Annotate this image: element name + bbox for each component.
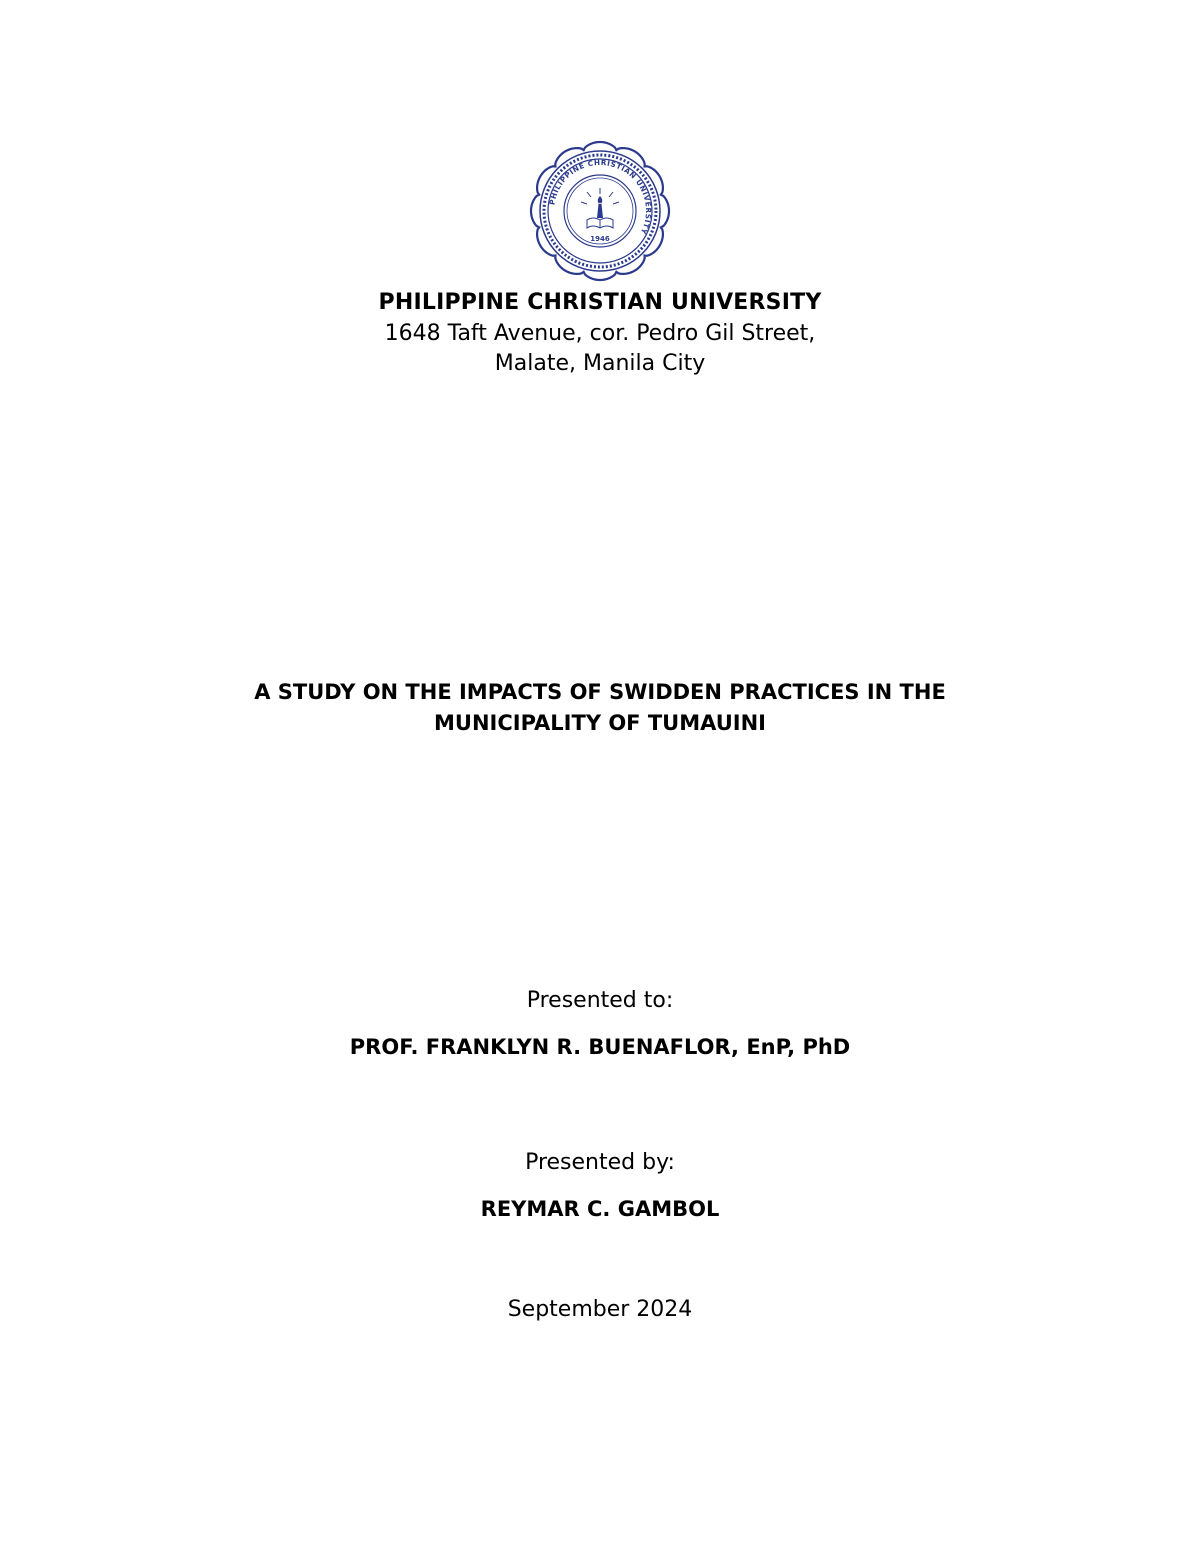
- author-name: REYMAR C. GAMBOL: [480, 1197, 720, 1221]
- study-title-line-2: MUNICIPALITY OF TUMAUINI: [434, 711, 766, 735]
- submission-date: September 2024: [507, 1297, 693, 1322]
- university-name: PHILIPPINE CHRISTIAN UNIVERSITY: [378, 290, 822, 315]
- presented-by-label: Presented by:: [525, 1150, 675, 1175]
- presented-to-label: Presented to:: [526, 988, 674, 1013]
- university-address-line-2: Malate, Manila City: [494, 351, 706, 376]
- seal-ring-text: PHILIPPINE CHRISTIAN UNIVERSITY: [547, 157, 654, 237]
- study-title-line-1: A STUDY ON THE IMPACTS OF SWIDDEN PRACTICES IN THE: [254, 680, 946, 704]
- university-address-line-1: 1648 Taft Avenue, cor. Pedro Gil Street,: [384, 321, 816, 346]
- seal-year: 1946: [590, 235, 610, 243]
- adviser-name: PROF. FRANKLYN R. BUENAFLOR, EnP, PhD: [349, 1035, 851, 1059]
- university-seal-icon: [529, 140, 671, 282]
